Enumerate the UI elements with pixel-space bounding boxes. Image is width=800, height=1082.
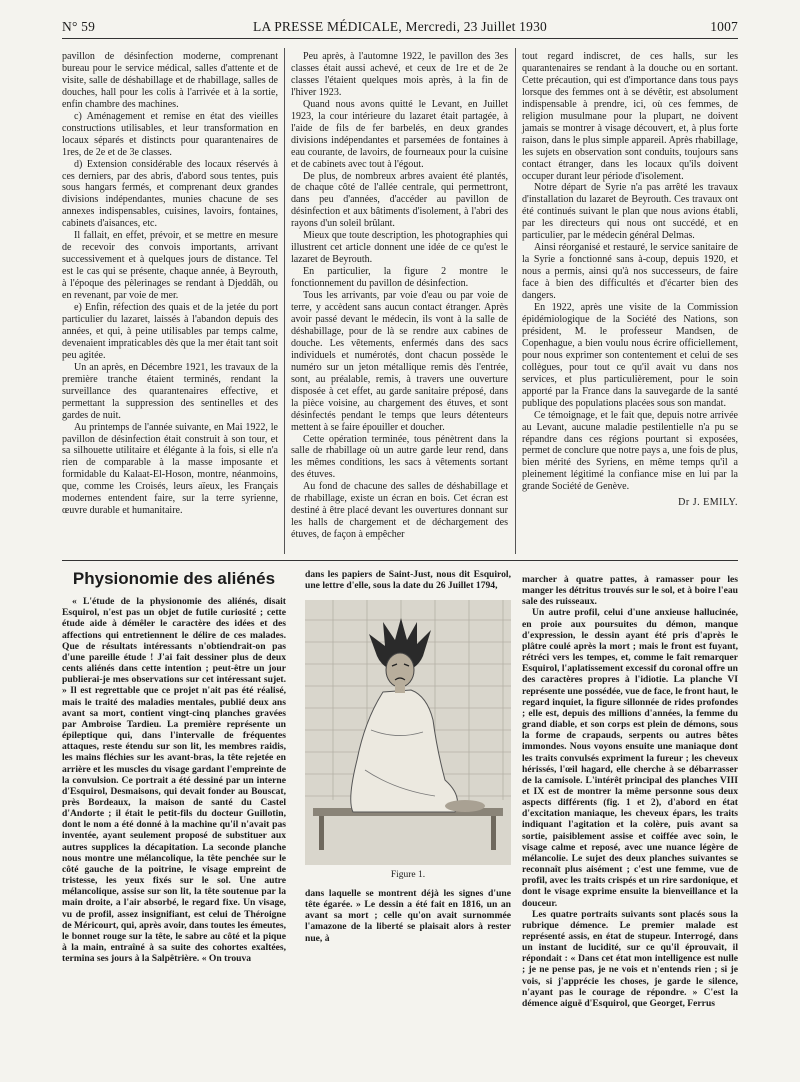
- paragraph: Au fond de chacune des salles de déshabillage et de rhabillage, existe un écran en bois. Cet écran est destiné à être placé devant les ouvertures donnant sur les halls de chargement et de déchargement des étuves, de façon à empêcher: [291, 481, 508, 541]
- paragraph: De plus, de nombreux arbres avaient été plantés, de chaque côté de l'allée centrale, qui permettront, dans peu d'années, d'accéder au pavillon de désinfection et aux bâtiments d'isolement, à l'abri des rayons d'un soleil brûlant.: [291, 170, 508, 230]
- paragraph: Il fallait, en effet, prévoir, et se mettre en mesure de recevoir des convois importants, arrivant successivement et à quelques jours de distance. Tel est le cas qui se présente, chaque année, à Beyrouth, à l'époque des pèlerinages se rendant à Djeddâh, ou en revenant, par voie de mer.: [62, 230, 278, 302]
- page-number-left: N° 59: [62, 19, 96, 34]
- paragraph: Ce témoignage, et le fait que, depuis notre arrivée au Levant, aucune maladie pestilentielle n'a pu se répandre dans ces régions pourtant si exposées, permet de conclure que notre pays a, une fois de plus, bien mérité des Syriens, en même temps qu'il a pleinement légitimé la confiance mise en lui par la grande Société de Genève.: [522, 409, 738, 493]
- paragraph: Peu après, à l'automne 1922, le pavillon des 3es classes était aussi achevé, et ceux de 1re et de 2e classes l'étaient quelques mois après, à la fin de l'hiver 1923.: [291, 51, 508, 98]
- journal-date: LA PRESSE MÉDICALE, Mercredi, 23 Juillet 1930: [253, 19, 547, 34]
- paragraph: Notre départ de Syrie n'a pas arrêté les travaux d'installation du lazaret de Beyrouth. Ces travaux ont été continués suivant le plan que nous avions établi, par les directeurs qui nous ont succédé, et en particulier, par le médecin général Delmas.: [522, 182, 738, 242]
- paragraph: Au printemps de l'année suivante, en Mai 1922, le pavillon de désinfection était construit à son tour, et sa silhouette utilitaire et élégante à la fois, si elle n'a rien de comparable à la masse imposante et formidable du Kalaat-El-Hoson, montre, néanmoins, que, comme les Croisés, leurs aïeux, les Français modernes entendent faire, sur la terre syrienne, œuvre durable et humanitaire.: [62, 421, 278, 517]
- running-header: [62, 19, 738, 39]
- paragraph: marcher à quatre pattes, à ramasser pour les manger les détritus trouvés sur le sol, et à boire l'eau sale des ruisseaux.: [522, 574, 738, 608]
- paragraph: c) Aménagement et remise en état des vieilles constructions utilisables, et leur transformation en locaux séparés et distincts pour quarantenaires de 1res, de 2e et de 3e classes.: [62, 110, 278, 158]
- column-divider: [284, 48, 285, 554]
- paragraph: « L'étude de la physionomie des aliénés, disait Esquirol, n'est pas un objet de futile curiosité ; cette étude aide à démêler le caractère des idées et des affections qui entretiennent le délire de ces malades. Que de résultats intéressants n'obtiendrait-on pas d'une pareille étude ! J'ai fait dessiner plus de deux cents aliénés dans cette intention ; peut-être un jour publierai-je mes observations sur cet intéressant sujet. » Il est regrettable que ce projet n'ait pas été réalisé, mais le traité des maladies mentales, publié deux ans avant sa mort, contient vingt-cinq planches gravées par Ambroise Tardieu. La première représente un épileptique qui, dans l'intervalle de fréquentes attaques, reste étendu sur son lit, les membres raidis, les mains fléchies sur les avant-bras, la tête rejetée en arrière et les muscles du visage gardant l'empreinte de la convulsion. Ce portrait a été dessiné par un interne d'Esquirol, Desmaisons, qui devait fonder au Bouscat, près Bordeaux, la maison de santé du Castel d'Andorte ; il était le petit-fils du docteur Guillotin, dont le nom a été donné à la machine qu'il n'avait pas inventée, ayant seulement proposé de substituer aux autres supplices la décapitation. La seconde planche nous montre une mélancolique, la tête penchée sur le côté gauche de la poitrine, le visage empreint de tristesse, les yeux fixés sur le sol. Une autre mélancolique, assise sur son lit, la tête soutenue par la main droite, a l'air absorbé, le regard fixe. Un visage, vu de profil, assez insignifiant, est celui de Théroigne de Méricourt, qui, après avoir, dans toutes les émeutes, le bonnet rouge sur la tête, le sabre au côté et la pique à la main, entraîné à sa suite des cohortes exaltées, termina ses jours à la Salpêtrière. « On trouva: [62, 596, 287, 965]
- top-article-column-3: [522, 51, 738, 509]
- top-article-column-1: [62, 51, 278, 517]
- paragraph: Un an après, en Décembre 1921, les travaux de la première tranche étaient terminés, rendant la surveillance des quarantenaires effective, et permettant la suppression des sentinelles et des gardes de nuit.: [62, 361, 278, 421]
- paragraph: dans laquelle se montrent déjà les signes d'une tête égarée. » Le dessin a été fait en 1816, un an avant sa mort ; celle qu'on avait surnommée l'amazone de la liberté se plaisait alors à rester nue, à: [305, 888, 511, 944]
- author-signature: Dr J. EMILY.: [678, 497, 738, 509]
- bottom-article-column-2-bottom: [305, 888, 511, 944]
- paragraph: Mieux que toute description, les photographies qui illustrent cet article donnent une idée de ce qu'est le lazaret de Beyrouth.: [291, 230, 508, 266]
- figure-caption: Figure 1.: [390, 870, 426, 880]
- bottom-article-column-3: [522, 574, 738, 1009]
- article-separator: [62, 560, 738, 561]
- column-divider: [515, 48, 516, 554]
- paragraph: Les quatre portraits suivants sont placés sous la rubrique démence. Le premier malade est représenté assis, en état de stupeur. Interrogé, dans un instant de lucidité, sur ce qu'il éprouvait, il répondait : « Dans cet état mon intelligence est nulle ; je ne pense pas, je ne vois et n'entends rien ; si je vois, si j'apprécie les choses, je garde le silence, n'ayant pas le courage de répondre. » C'est la démence aiguë d'Esquirol, que Georget, Ferrus: [522, 908, 738, 1009]
- top-article-column-2: [291, 51, 508, 541]
- paragraph: pavillon de désinfection moderne, comprenant bureau pour le service médical, salles d'attente et de visite, salle de déshabillage et de rhabillage, salles de douches, hall pour les colis à l'arrivée et à la sortie, enfin chambre des machines.: [62, 51, 278, 110]
- paragraph: dans les papiers de Saint-Just, nous dit Esquirol, une lettre d'elle, sous la date du 26 Juillet 1794,: [305, 569, 511, 592]
- paragraph: En 1922, après une visite de la Commission épidémiologique de la Société des Nations, son président, M. le professeur Mandsen, de Copenhague, a bien voulu nous écrire officiellement, pour nous exprimer son contentement et celui de ses collègues, pour tout ce qu'il avait vu dans nos services, et plus particulièrement, pour le soin apporté par la France dans la sauvegarde de la santé publique des populations placées sous son mandat.: [522, 302, 738, 409]
- paragraph: Ainsi réorganisé et restauré, le service sanitaire de la Syrie a fonctionné sans à-coup, depuis 1920, et nous a permis, ainsi qu'à nos successeurs, de faire face à bien des difficultés et d'écarter bien des dangers.: [522, 242, 738, 302]
- paragraph: Tous les arrivants, par voie d'eau ou par voie de terre, y accèdent sans aucun contact étranger. Après avoir passé devant le médecin, ils vont à la salle de déshabillage, pour de là se rendre aux cabines de douche. Les vêtements, enfermés dans des sacs individuels et numérotés, dont chacun possède le numéro sur un jeton métallique remis dès l'entrée, sont, au préalable, remis, à travers une ouverture disposée à cet effet, au garde sanitaire préposé, dans la pièce voisine, au chargement des étuves, et sont désinfectés pendant le temps que leurs détenteurs mettent à se faire épouiller et doucher.: [291, 290, 508, 433]
- paragraph: tout regard indiscret, de ces halls, sur les quarantenaires se rendant à la douche ou en sortant. Cette précaution, qui est d'importance dans tous pays lorsque des femmes ont à se dévêtir, est absolument indispensable à prendre, ici, où ces femmes, de religion musulmane pour la plupart, ne doivent jamais se montrer à visage découvert, et, à plus forte raison, dans le plus simple appareil. Après rhabillage, les sujets en observation sont conduits, toujours sans contact étranger, dans les locaux qu'ils doivent occuper durant leur période d'isolement.: [522, 51, 738, 182]
- paragraph: En particulier, la figure 2 montre le fonctionnement du pavillon de désinfection.: [291, 266, 508, 290]
- page-number-right: 1007: [710, 19, 738, 34]
- figure-1-illustration: [305, 600, 511, 865]
- bottom-article-column-1: [62, 568, 286, 964]
- article-title: Physionomie des aliénés: [72, 569, 276, 588]
- bottom-article-column-2-top: [305, 569, 511, 591]
- paragraph: Quand nous avons quitté le Levant, en Juillet 1923, la cour intérieure du lazaret était partagée, à l'aide de fils de fer barbelés, en deux grandes divisions indépendantes et parsemées de fontaines à eau courante, de lavoirs, de fourneaux pour la cuisine et de cabinets avec tout à l'égout.: [291, 98, 508, 170]
- paragraph: Un autre profil, celui d'une anxieuse hallucinée, en proie aux poursuites du démon, manque d'expression, le dessin ayant été pris d'après le plâtre coulé après la mort ; mais le front est fuyant, rétréci vers les tempes, et, comme le fait remarquer Esquirol, l'aplatissement excessif du coronal offre un des caractères propres à l'idiotie. La planche VI représente une possédée, vue de face, le front haut, le regard inquiet, la figure sillonnée de rides profondes ; elle est, depuis des millions d'années, la femme du grand diable, et son corps est plein de démons, sous la forme de crapauds, serpents ou autres bêtes immondes. Nous voyons ensuite une maniaque dont les traits convulsés expriment la fureur ; les cheveux hérissés, l'œil hagard, elle cherche à se débarrasser de la camisole. L'intérêt principal des planches VIII et IX est de montrer la même personne sous deux aspects différents (fig. 1 et 2), d'abord en état d'excitation maniaque, les cheveux épars, les traits indiquant l'agitation et la colère, puis avant sa sortie, paisiblement assise et coiffée avec soin, le visage calme et reposé, avec une nuance légère de mélancolie. Le sujet des deux planches suivantes se reconnaît plus aisément ; c'est une femme, vue de profil, avec les traits crispés et un rire sardonique, et dont le visage exprime ensuite la bienveillance et la douceur.: [522, 607, 739, 909]
- header-rule: [62, 38, 738, 39]
- paragraph: Cette opération terminée, tous pénètrent dans la salle de rhabillage où un autre garde leur rend, dans les mêmes conditions, les sacs à vêtements sortant des étuves.: [291, 433, 508, 481]
- paragraph: d) Extension considérable des locaux réservés à ces derniers, par des abris, d'abord sous tentes, puis sous hangars fermés, et comprenant deux grandes divisions indépendantes, munies chacune de ses annexes indispensables, cuisines, lavoirs, fontaines, cabinets d'aisances, etc.: [62, 158, 278, 230]
- paragraph: e) Enfin, réfection des quais et de la jetée du port particulier du lazaret, laissés à l'abandon depuis des années, et qui, à peine utilisables par temps calme, devenaient impraticables dès que la mer était tant soit peu agitée.: [62, 302, 278, 361]
